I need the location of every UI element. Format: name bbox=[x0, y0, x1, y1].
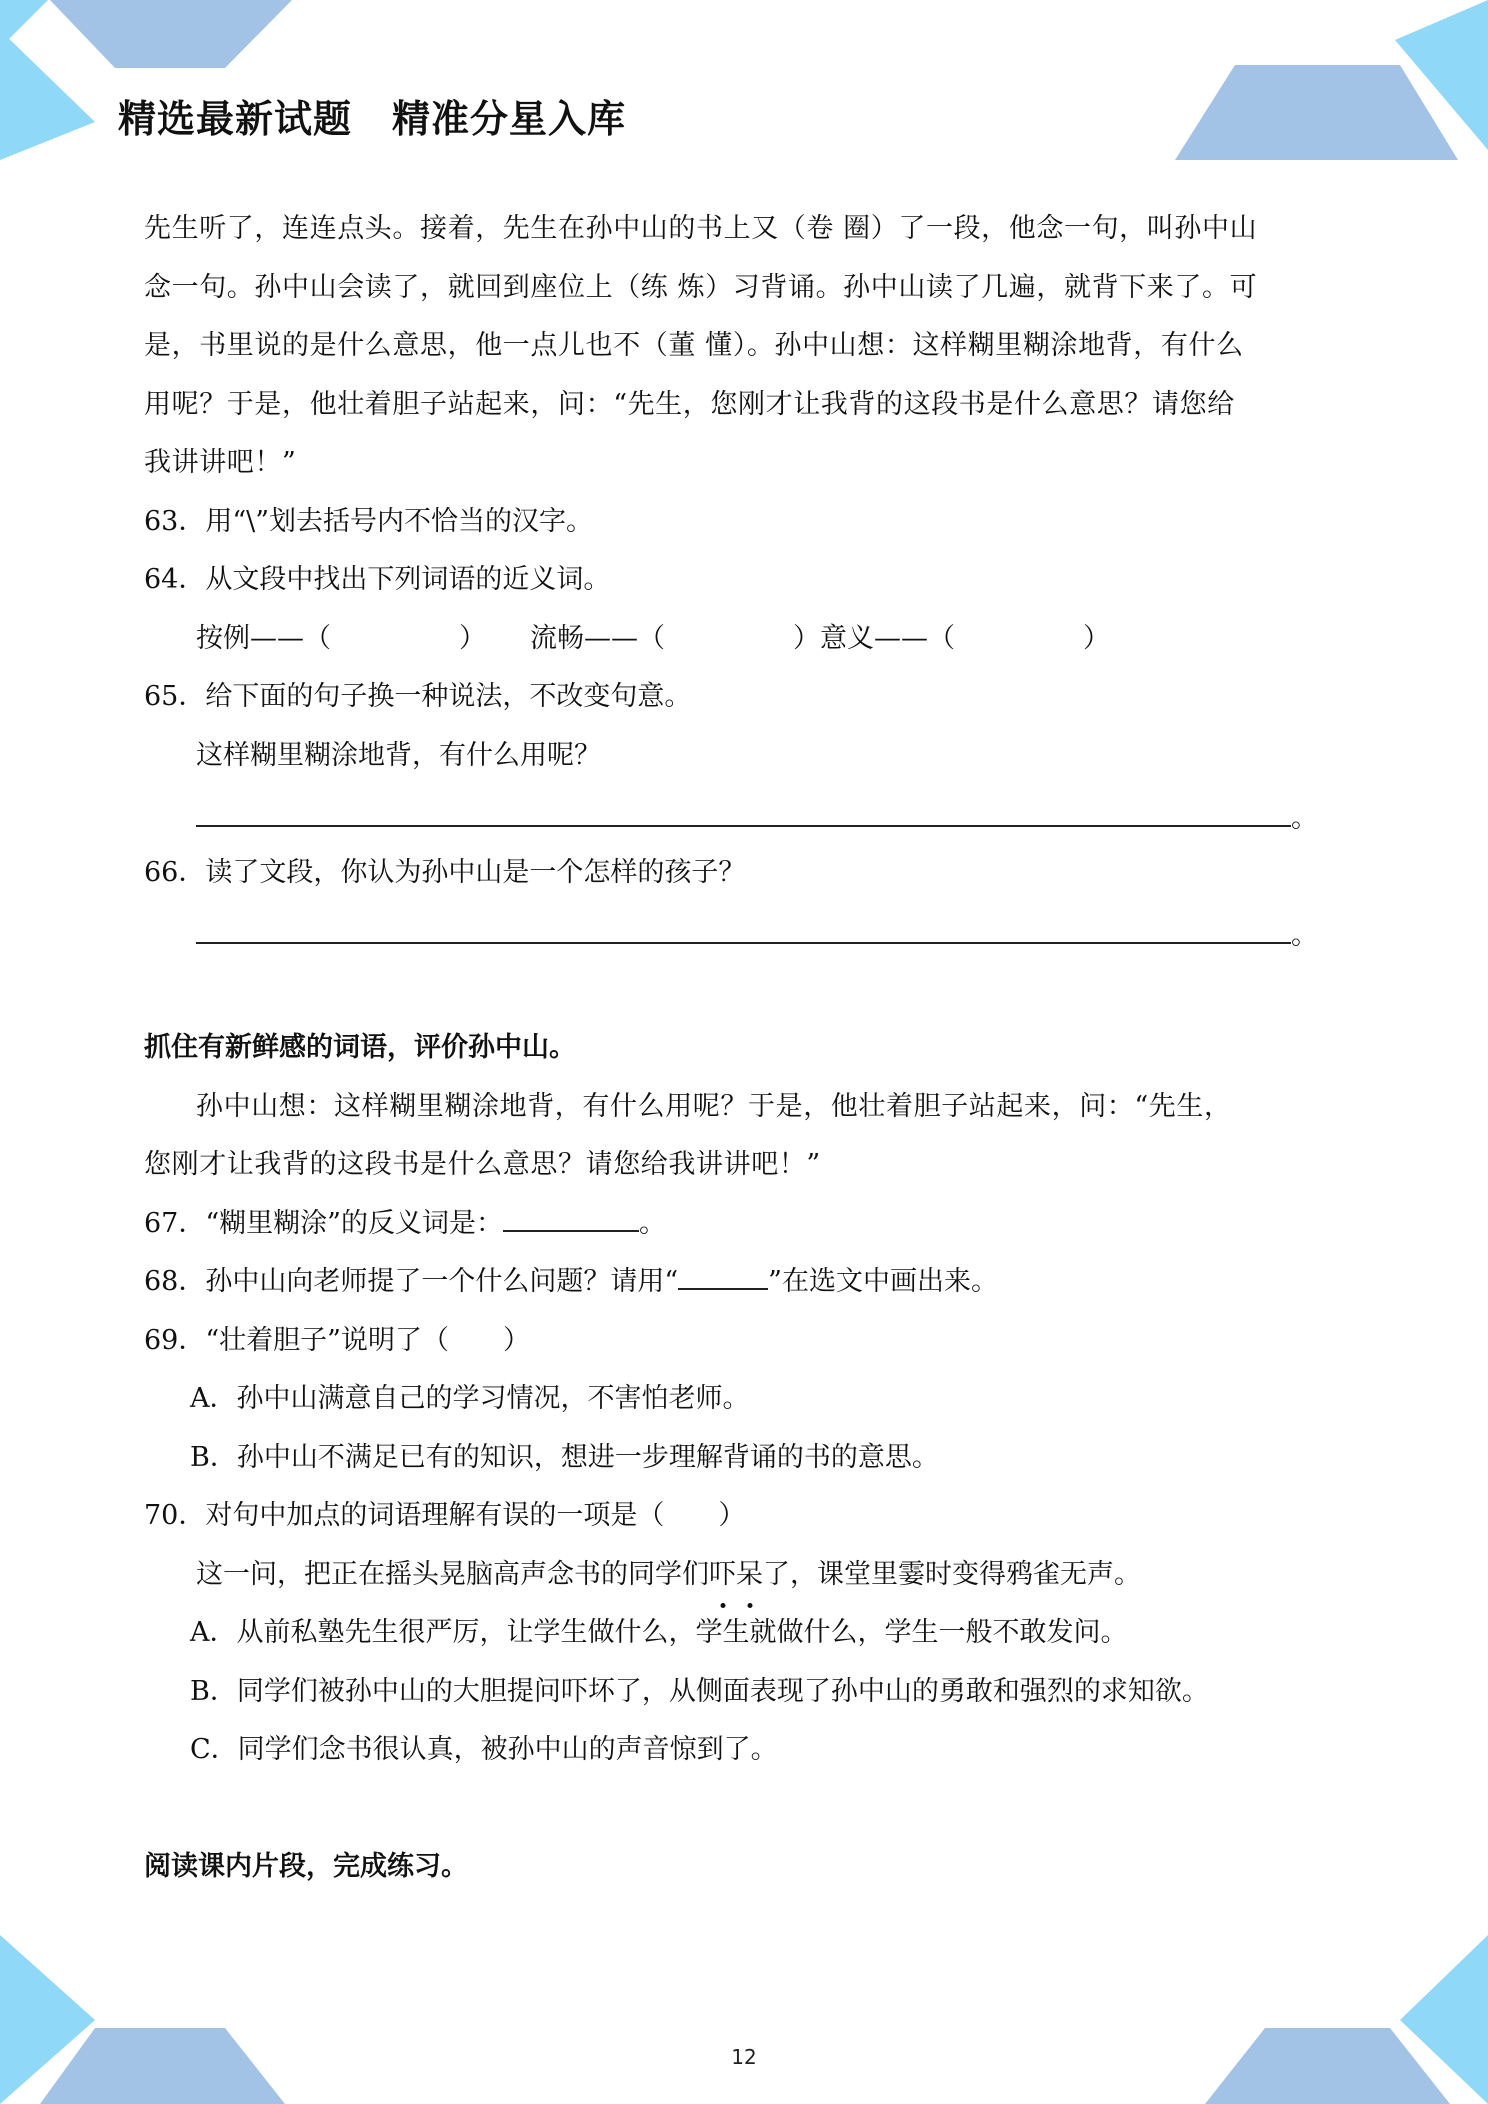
dotted-char: 吓 bbox=[709, 1546, 736, 1605]
worksheet-content bbox=[144, 200, 1344, 1897]
answer-blank[interactable] bbox=[503, 1206, 639, 1232]
q70-option-a[interactable]: A．从前私塾先生很严厉，让学生做什么，学生就做什么，学生一般不敢发问。 bbox=[190, 1617, 1128, 1648]
passage-1 bbox=[144, 200, 1344, 493]
passage-line: 念一句。孙中山会读了，就回到座位上（练 炼）习背诵。孙中山读了几遍，就背下来了。可 bbox=[144, 271, 1258, 303]
question-70: 70．对句中加点的词语理解有误的一项是（ ） bbox=[144, 1500, 746, 1531]
header-title-right: 精准分星入库 bbox=[392, 97, 627, 141]
passage-line: 先生听了，连连点头。接着，先生在孙中山的书上又（卷 圈）了一段，他念一句，叫孙中山 bbox=[144, 213, 1258, 244]
question-64: 64．从文段中找出下列词语的近义词。 bbox=[144, 564, 611, 595]
question-65-answer-line bbox=[144, 785, 1344, 844]
question-65-sentence: 这样糊里糊涂地背，有什么用呢？ bbox=[196, 739, 601, 771]
question-65: 65．给下面的句子换一种说法，不改变句意。 bbox=[144, 681, 692, 712]
passage-line: 我讲讲吧！” bbox=[144, 447, 297, 478]
q64-item: ） bbox=[459, 622, 486, 654]
question-68 bbox=[144, 1253, 1344, 1312]
dotted-char: 呆 bbox=[736, 1546, 763, 1605]
question-67 bbox=[144, 1195, 1344, 1254]
q68-prefix: 68．孙中山向老师提了一个什么问题？请用“ bbox=[144, 1266, 679, 1297]
underline-mark bbox=[678, 1264, 768, 1290]
section-2-passage-line: 您刚才让我背的这段书是什么意思？请您给我讲讲吧！” bbox=[144, 1149, 821, 1180]
q67-prefix: 67．“糊里糊涂”的反义词是： bbox=[144, 1207, 503, 1239]
q70-sentence-after: 了，课堂里霎时变得鸦雀无声。 bbox=[763, 1558, 1141, 1590]
passage-line: 用呢？于是，他壮着胆子站起来，问：“先生，您刚才让我背的这段书是什么意思？请您给 bbox=[144, 388, 1235, 420]
q69-option-b[interactable]: B．孙中山不满足已有的知识，想进一步理解背诵的书的意思。 bbox=[190, 1441, 939, 1473]
q68-suffix: ”在选文中画出来。 bbox=[768, 1266, 998, 1297]
q64-item: 流畅——（ bbox=[530, 622, 665, 654]
q64-item: 按例——（ bbox=[196, 622, 331, 654]
answer-line[interactable] bbox=[196, 785, 1291, 827]
q70-option-b[interactable]: B．同学们被孙中山的大胆提问吓坏了，从侧面表现了孙中山的勇敢和强烈的求知欲。 bbox=[190, 1675, 1209, 1707]
q70-sentence-before: 这一问，把正在摇头晃脑高声念书的同学们 bbox=[196, 1558, 709, 1590]
line-end-mark: 。 bbox=[1291, 803, 1318, 834]
q70-option-c[interactable]: C．同学们念书很认真，被孙中山的声音惊到了。 bbox=[190, 1734, 778, 1765]
question-69: 69．“壮着胆子”说明了（ ） bbox=[144, 1324, 530, 1356]
passage-line: 是，书里说的是什么意思，他一点儿也不（董 懂）。孙中山想：这样糊里糊涂地背，有什么 bbox=[144, 330, 1244, 361]
question-64-items bbox=[144, 610, 1344, 669]
header-title-left: 精选最新试题 bbox=[118, 97, 353, 141]
question-66: 66．读了文段，你认为孙中山是一个怎样的孩子？ bbox=[144, 856, 746, 888]
line-end-mark: 。 bbox=[1291, 920, 1318, 951]
question-63: 63．用“\”划去括号内不恰当的汉字。 bbox=[144, 505, 594, 537]
section-2-heading: 抓住有新鲜感的词语，评价孙中山。 bbox=[144, 1032, 576, 1063]
q67-suffix: 。 bbox=[638, 1207, 666, 1239]
answer-line[interactable] bbox=[196, 902, 1291, 944]
page-header-title bbox=[118, 88, 626, 143]
section-3-heading: 阅读课内片段，完成练习。 bbox=[144, 1851, 468, 1882]
q64-item: ） bbox=[1083, 622, 1110, 654]
section-2-passage-line: 孙中山想：这样糊里糊涂地背，有什么用呢？于是，他壮着胆子站起来，问：“先生， bbox=[196, 1090, 1232, 1122]
page-number: 12 bbox=[731, 2045, 757, 2069]
question-70-sentence bbox=[144, 1546, 1344, 1605]
q64-item: ）意义——（ bbox=[793, 622, 955, 654]
question-66-answer-line bbox=[144, 902, 1344, 961]
q69-option-a[interactable]: A．孙中山满意自己的学习情况，不害怕老师。 bbox=[190, 1383, 750, 1414]
